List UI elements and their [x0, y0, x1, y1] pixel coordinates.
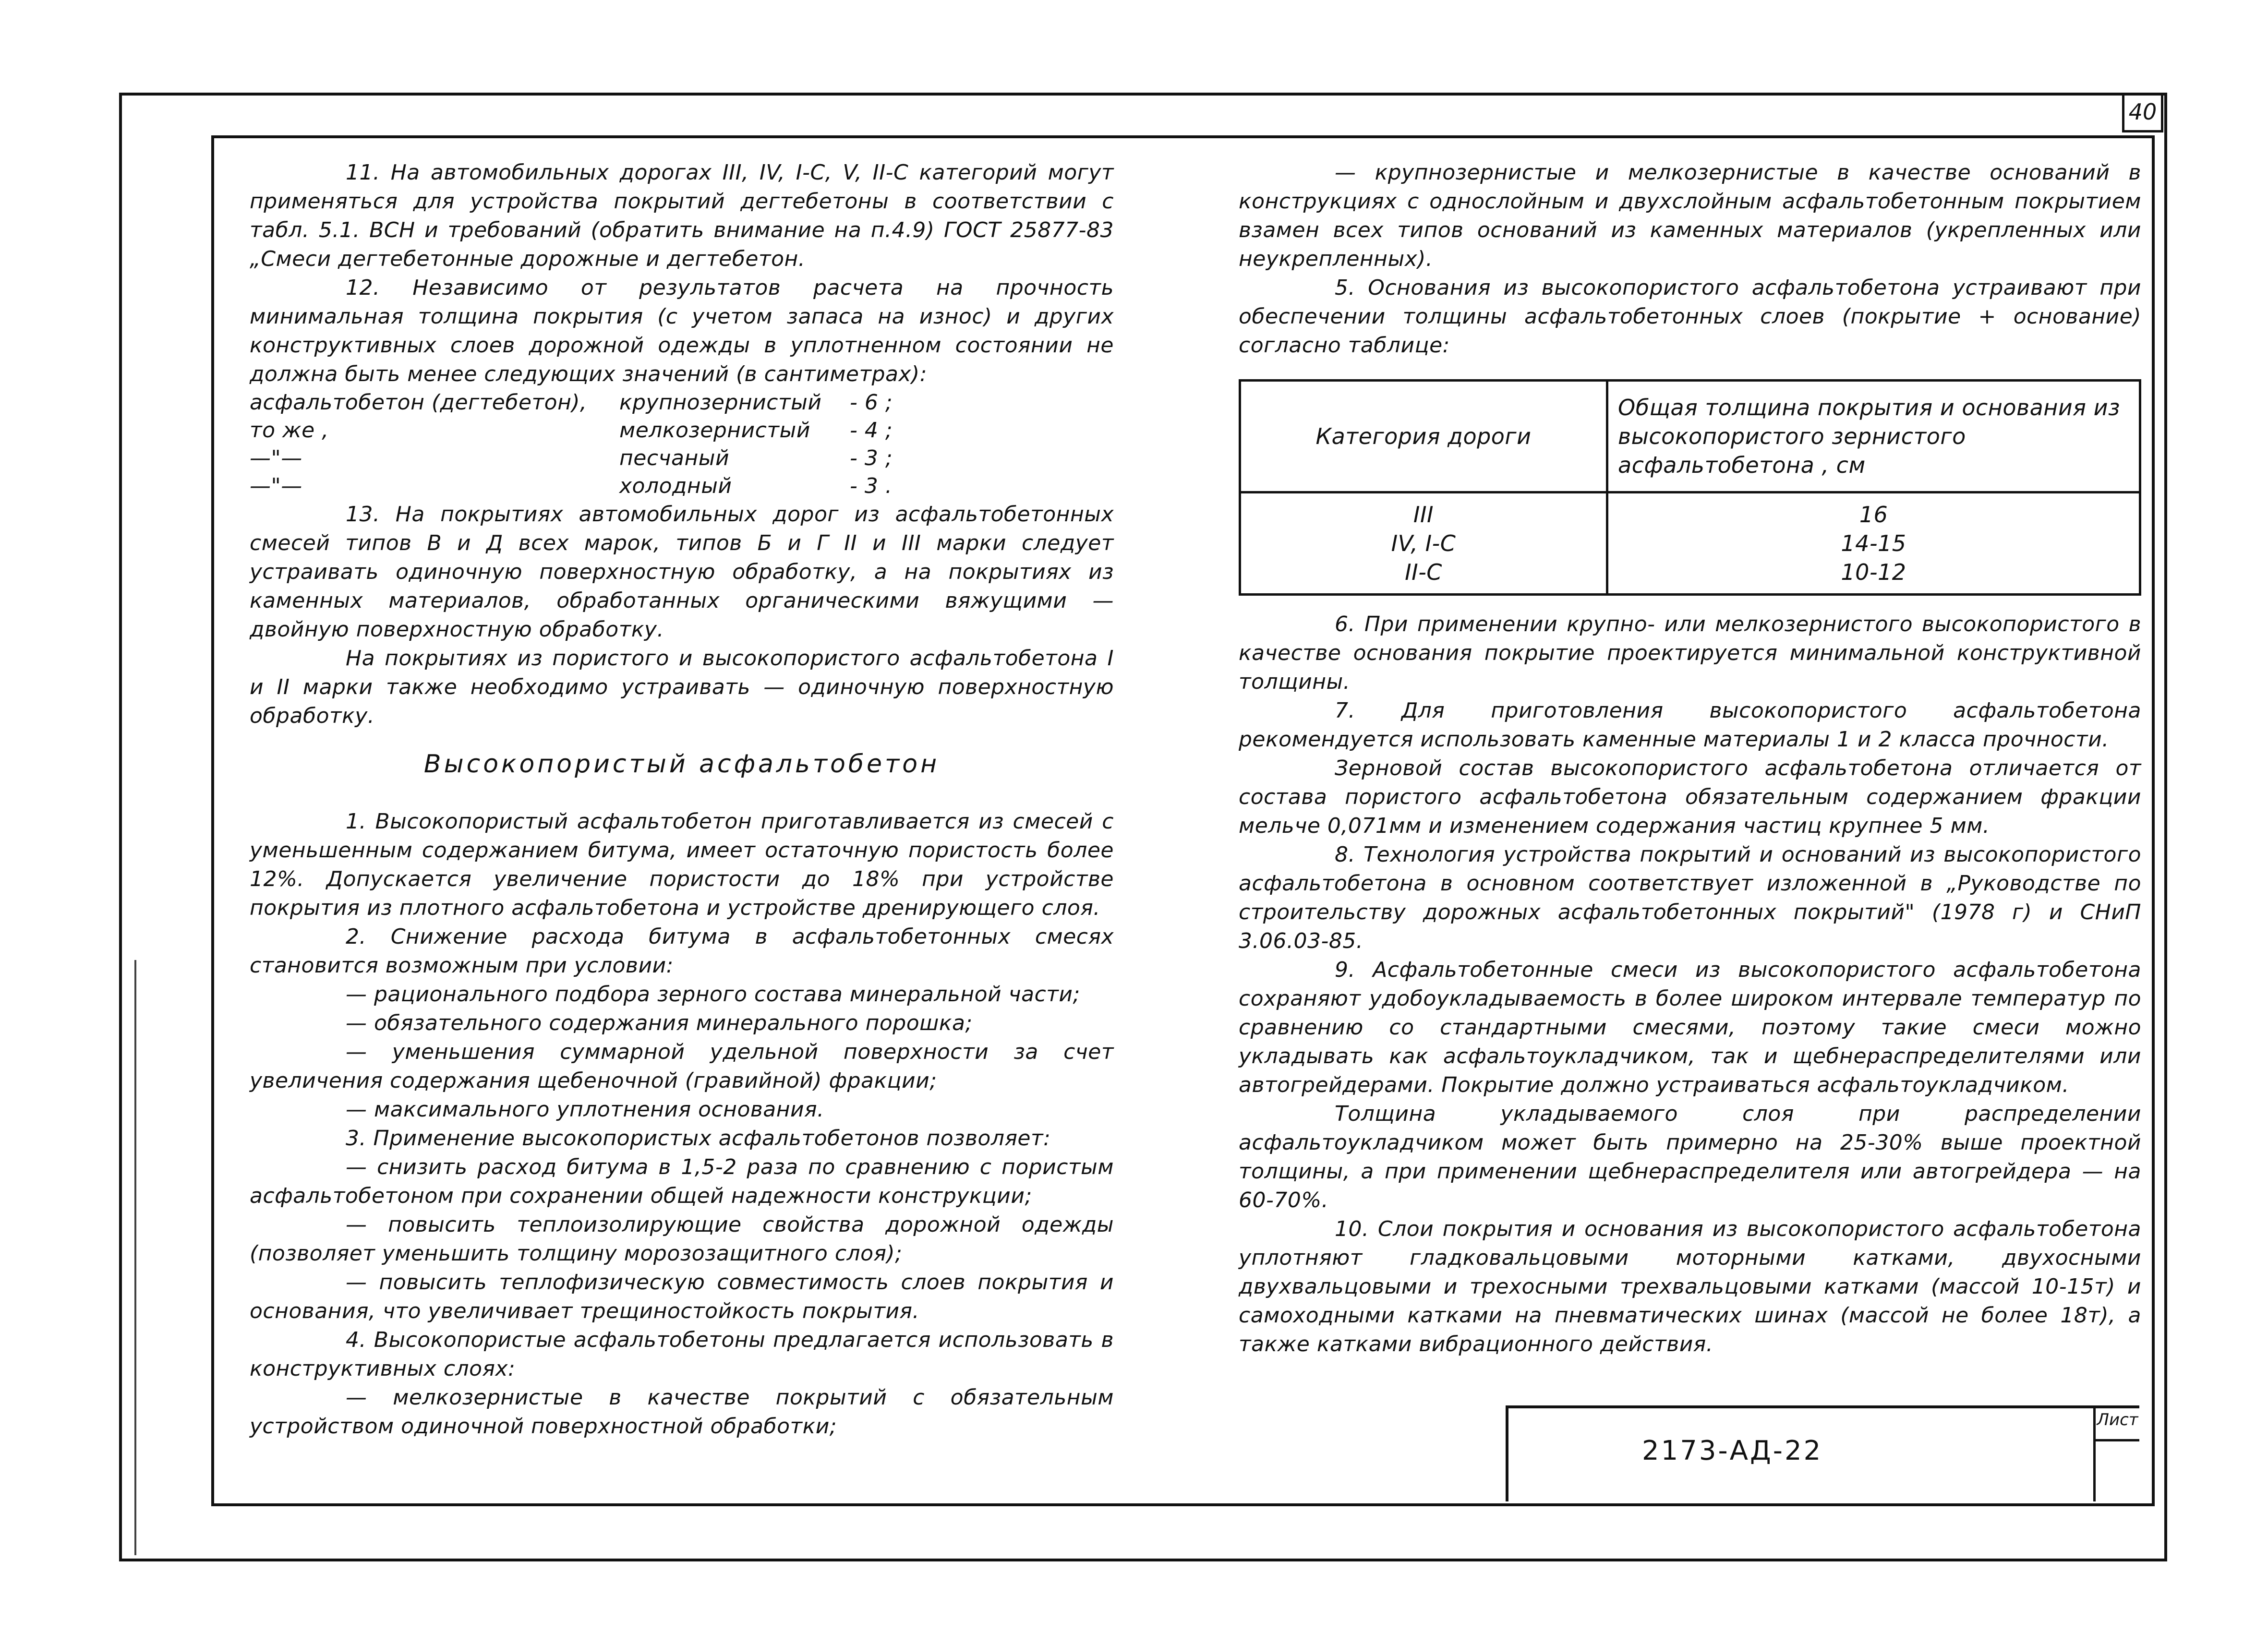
paragraph-5: 5. Основания из высокопористого асфальтобетона устраивают при обеспечении толщины асфальтобетонных слоев (покрытие + основание) согласно таблице: — [1239, 276, 2141, 358]
thickness-table — [1239, 379, 2141, 596]
list-item — [250, 389, 1114, 417]
mix-value: - 4 ; — [850, 418, 893, 443]
paragraph-10: 10. Слои покрытия и основания из высокопористого асфальтобетона уплотняют гладковальцовыми моторными катками, двухосными двухвальцовыми и трехосными трехвальцовыми катками (массой 10-15т) и самоходными катками на пневматических шинах (массой не более 18т), а также катками вибрационного действия. — [1239, 1217, 2141, 1356]
right-column — [1239, 158, 2141, 1359]
category-value: II-C — [1405, 559, 1442, 585]
category-cell — [1240, 492, 1607, 595]
list-item — [250, 417, 1114, 444]
paragraph-12: 12. Независимо от результатов расчета на прочность минимальная толщина покрытия (с учетом запаса на износ) и других конструктивных слоев дорожной одежды в уплотненном состоянии не должна быть менее следующих значений (в сантиметрах): — [250, 276, 1114, 386]
mix-material: —"— — [250, 474, 302, 498]
table-header-row — [1240, 381, 2140, 492]
header-category: Категория дороги — [1240, 381, 1607, 492]
mix-grain: мелкозернистый — [619, 418, 810, 443]
paragraph-7b: Зерновой состав высокопористого асфальтобетона отличается от состава пористого асфальтобетона обязательным содержанием фракции мельче 0,071мм и изменением содержания частиц крупнее 5 мм. — [1239, 756, 2141, 838]
mix-value: - 6 ; — [850, 390, 893, 415]
paragraph-13: 13. На покрытиях автомобильных дорог из асфальтобетонных смесей типов В и Д всех марок, типов Б и Г II и III марки следует устраивать одиночную поверхностную обработку, а на покрытиях из каменных материалов, обработанных органическими вяжущими — двойную поверхностную обработку. — [250, 502, 1114, 642]
list-item-h2d: — максимального уплотнения основания. — [346, 1097, 824, 1122]
category-value: IV, I-C — [1391, 530, 1456, 556]
paragraph-13b: На покрытиях из пористого и высокопористого асфальтобетона I и II марки также необходимо устраивать — одиночную поверхностную обработку. — [250, 646, 1114, 728]
list-item — [250, 444, 1114, 472]
sheet-cell — [2093, 1405, 2139, 1501]
paragraph-h4: 4. Высокопористые асфальтобетоны предлагается использовать в конструктивных слоях: — [250, 1328, 1114, 1381]
sheet-label: Лист — [2096, 1405, 2139, 1441]
thickness-value: 10-12 — [1841, 559, 1906, 585]
paragraph-h3: 3. Применение высокопористых асфальтобетонов позволяет: — [346, 1126, 1051, 1151]
paragraph-7: 7. Для приготовления высокопористого асфальтобетона рекомендуется использовать каменные материалы 1 и 2 класса прочности. — [1239, 698, 2141, 752]
paragraph-9: 9. Асфальтобетонные смеси из высокопористого асфальтобетона сохраняют удобоукладываемость в более широком интервале температур по сравнению со стандартными смесями, поэтому такие смеси можно укладывать как асфальтоукладчиком, так и щебнераспределителями или автогрейдерами. Покрытие должно устраиваться асфальтоукладчиком. — [1239, 958, 2141, 1097]
binding-margin-line — [134, 960, 136, 1555]
list-item-h3c: — повысить теплофизическую совместимость слоев покрытия и основания, что увеличивает трещиностойкость покрытия. — [250, 1270, 1114, 1323]
document-code: 2173-АД-22 — [1642, 1435, 1823, 1466]
mix-grain: крупнозернистый — [619, 390, 822, 415]
thickness-value: 16 — [1859, 502, 1888, 528]
paragraph-6: 6. При применении крупно- или мелкозернистого высокопористого в качестве основания покрытие проектируется минимальной конструктивной толщины. — [1239, 612, 2141, 694]
mix-value: - 3 ; — [850, 446, 893, 470]
header-thickness: Общая толщина покрытия и основания из высокопористого зернистого асфальтобетона , см — [1607, 381, 2140, 492]
paragraph-h1: 1. Высокопористый асфальтобетон приготавливается из смесей с уменьшенным содержанием битума, имеет остаточную пористость более 12%. Допускается увеличение пористости до 18% при устройстве покрытия из плотного асфальтобетона и устройстве дренирующего слоя. — [250, 809, 1114, 920]
list-item — [250, 472, 1114, 500]
left-column — [250, 158, 1114, 1441]
mix-grain: песчаный — [619, 446, 730, 470]
paragraph-11: 11. На автомобильных дорогах III, IV, I-С, V, II-С категорий могут применяться для устройства покрытий дегтебетоны в соответствии с табл. 5.1. ВСН и требований (обратить внимание на п.4.9) ГОСТ 25877-83 „Смеси дегтебетонные дорожные и дегтебетон. — [250, 160, 1114, 271]
thickness-value: 14-15 — [1841, 530, 1906, 556]
paragraph-h2: 2. Снижение расхода битума в асфальтобетонных смесях становится возможным при условии: — [250, 924, 1114, 978]
paragraph-r1: — крупнозернистые и мелкозернистые в качестве оснований в конструкциях с однослойным и двухслойным асфальтобетонным покрытием взамен всех типов оснований из каменных материалов (укрепленных или неукрепленных). — [1239, 160, 2141, 271]
mix-material: то же , — [250, 418, 329, 443]
min-thickness-list — [250, 389, 1114, 500]
list-item-h2b: — обязательного содержания минерального порошка; — [346, 1011, 973, 1035]
list-item-h3a: — снизить расход битума в 1,5-2 раза по сравнению с пористым асфальтобетоном при сохранении общей надежности конструкции; — [250, 1155, 1114, 1208]
mix-material: асфальтобетон (дегтебетон), — [250, 390, 587, 415]
list-item-h3b: — повысить теплоизолирующие свойства дорожной одежды (позволяет уменьшить толщину морозозащитного слоя); — [250, 1212, 1114, 1266]
mix-grain: холодный — [619, 474, 732, 498]
table-row — [1240, 492, 2140, 595]
category-value: III — [1413, 502, 1434, 528]
mix-material: —"— — [250, 446, 302, 470]
list-item-h2a: — рационального подбора зерного состава минеральной части; — [346, 982, 1080, 1007]
mix-value: - 3 . — [850, 474, 893, 498]
list-item-h4a: — мелкозернистые в качестве покрытий с обязательным устройством одиночной поверхностной обработки; — [250, 1385, 1114, 1439]
thickness-cell — [1607, 492, 2140, 595]
list-item-h2c: — уменьшения суммарной удельной поверхности за счет увеличения содержания щебеночной (гравийной) фракции; — [250, 1040, 1114, 1093]
paragraph-9b: Толщина укладываемого слоя при распределении асфальтоукладчиком может быть примерно на 25-30% выше проектной толщины, а при применении щебнераспределителя или автогрейдера — на 60-70%. — [1239, 1102, 2141, 1212]
section-heading: Высокопористый асфальтобетон — [423, 750, 940, 779]
sheet-number: 40 — [2122, 95, 2163, 132]
paragraph-8: 8. Технология устройства покрытий и оснований из высокопористого асфальтобетона в основном соответствует изложенной в „Руководстве по строительству дорожных асфальтобетонных покрытий" (1978 г) и СНиП 3.06.03-85. — [1239, 842, 2141, 953]
